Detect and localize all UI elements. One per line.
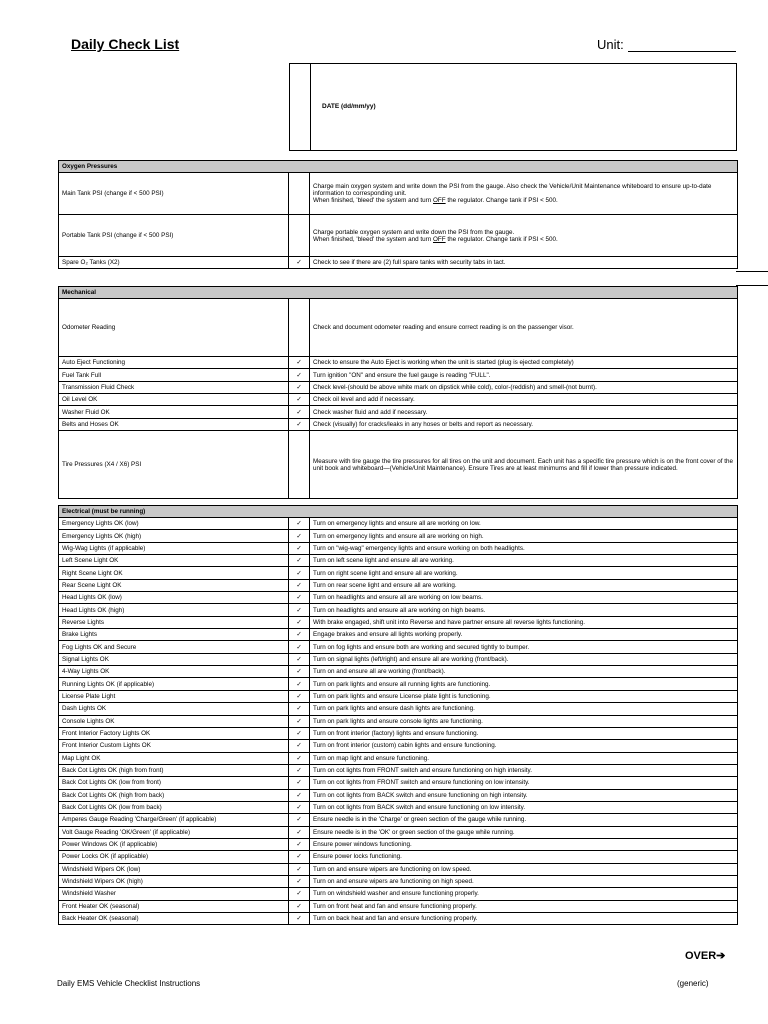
table-row [59, 789, 738, 801]
table-row [59, 518, 738, 530]
checkmark-icon[interactable]: ✓ [289, 777, 310, 789]
checkmark-icon[interactable]: ✓ [289, 666, 310, 678]
check-item: Amperes Gauge Reading 'Charge/Green' (if applicable) [59, 814, 289, 826]
checkmark-icon[interactable]: ✓ [289, 369, 310, 381]
checkmark-icon[interactable]: ✓ [289, 381, 310, 393]
unit-blank-line[interactable] [628, 39, 736, 52]
section-table [58, 160, 738, 269]
table-row [59, 727, 738, 739]
value-entry-cell[interactable] [289, 431, 310, 499]
checkmark-icon[interactable]: ✓ [289, 851, 310, 863]
checkmark-icon[interactable]: ✓ [289, 875, 310, 887]
check-item: Console Lights OK [59, 715, 289, 727]
footer-note: (generic) [677, 979, 709, 988]
check-instructions: Turn on emergency lights and ensure all are working on high. [310, 530, 738, 542]
check-instructions: Ensure needle is in the 'OK' or green section of the gauge while running. [310, 826, 738, 838]
table-row [59, 394, 738, 406]
check-item: Odometer Reading [59, 299, 289, 357]
checkmark-icon[interactable]: ✓ [289, 789, 310, 801]
checkmark-icon[interactable]: ✓ [289, 838, 310, 850]
checkmark-icon[interactable]: ✓ [289, 913, 310, 925]
check-item: Tire Pressures (X4 / X6) PSI [59, 431, 289, 499]
check-instructions: Turn on fog lights and ensure both are working and secured tightly to bumper. [310, 641, 738, 653]
check-instructions: Turn on rear scene light and ensure all are working. [310, 579, 738, 591]
check-instructions: Turn on cot lights from FRONT switch and ensure functioning on low intensity. [310, 777, 738, 789]
checkmark-icon[interactable]: ✓ [289, 715, 310, 727]
checkmark-icon[interactable]: ✓ [289, 900, 310, 912]
check-instructions: Turn on headlights and ensure all are working on high beams. [310, 604, 738, 616]
table-row [59, 863, 738, 875]
margin-line [736, 271, 768, 272]
table-row [59, 678, 738, 690]
checkmark-icon[interactable]: ✓ [289, 752, 310, 764]
check-item: Emergency Lights OK (high) [59, 530, 289, 542]
check-instructions: Engage brakes and ensure all lights working properly. [310, 629, 738, 641]
check-instructions: Turn on cot lights from BACK switch and ensure functioning on high intensity. [310, 789, 738, 801]
table-row [59, 257, 738, 269]
checkmark-icon[interactable]: ✓ [289, 629, 310, 641]
table-row [59, 381, 738, 393]
check-item: Volt Gauge Reading 'OK/Green' (if applicable) [59, 826, 289, 838]
value-entry-cell[interactable] [289, 299, 310, 357]
check-item: Front Heater OK (seasonal) [59, 900, 289, 912]
check-item: Washer Fluid OK [59, 406, 289, 418]
check-instructions: Turn on right scene light and ensure all are working. [310, 567, 738, 579]
table-row [59, 666, 738, 678]
table-row [59, 764, 738, 776]
check-instructions: Turn on back heat and fan and ensure functioning properly. [310, 913, 738, 925]
check-instructions: Check and document odometer reading and ensure correct reading is on the passenger visor. [310, 299, 738, 357]
check-instructions: Check washer fluid and add if necessary. [310, 406, 738, 418]
checkmark-icon[interactable]: ✓ [289, 604, 310, 616]
table-row [59, 369, 738, 381]
section-table [58, 505, 738, 925]
check-instructions: Turn on map light and ensure functioning. [310, 752, 738, 764]
checkmark-icon[interactable]: ✓ [289, 567, 310, 579]
check-item: Back Cot Lights OK (high from front) [59, 764, 289, 776]
table-row [59, 814, 738, 826]
check-item: Oil Level OK [59, 394, 289, 406]
check-instructions: Turn on headlights and ensure all are working on low beams. [310, 592, 738, 604]
checkmark-icon[interactable]: ✓ [289, 764, 310, 776]
section-header-label: Oxygen Pressures [59, 161, 738, 173]
checkmark-icon[interactable]: ✓ [289, 826, 310, 838]
table-row [59, 542, 738, 554]
date-box[interactable] [289, 63, 737, 151]
section-header-label: Mechanical [59, 287, 738, 299]
table-row [59, 826, 738, 838]
check-instructions: Turn on signal lights (left/right) and ensure all are working (front/back). [310, 653, 738, 665]
check-item: Head Lights OK (high) [59, 604, 289, 616]
check-instructions: Turn on park lights and ensure dash lights are functioning. [310, 703, 738, 715]
check-item: License Plate Light [59, 690, 289, 702]
check-item: Auto Eject Functioning [59, 357, 289, 369]
table-row [59, 604, 738, 616]
check-instructions: Turn on and ensure wipers are functioning on low speed. [310, 863, 738, 875]
unit-label: Unit: [597, 37, 624, 52]
check-item: Right Scene Light OK [59, 567, 289, 579]
table-row [59, 431, 738, 499]
table-row [59, 616, 738, 628]
check-item: Back Heater OK (seasonal) [59, 913, 289, 925]
table-row [59, 740, 738, 752]
table-row [59, 777, 738, 789]
table-row [59, 406, 738, 418]
check-instructions: Turn on front heat and fan and ensure functioning properly. [310, 900, 738, 912]
check-instructions: Turn on left scene light and ensure all are working. [310, 555, 738, 567]
over-indicator: OVER➔ [685, 950, 726, 962]
section-header [59, 287, 738, 299]
check-item: Signal Lights OK [59, 653, 289, 665]
check-instructions: Turn on and ensure all are working (front/back). [310, 666, 738, 678]
table-row [59, 838, 738, 850]
checkmark-icon[interactable]: ✓ [289, 406, 310, 418]
check-instructions: With brake engaged, shift unit into Reverse and have partner ensure all reverse lights functioning. [310, 616, 738, 628]
checkmark-icon[interactable]: ✓ [289, 801, 310, 813]
check-instructions: Measure with tire gauge the tire pressures for all tires on the unit and document. Each unit has a specific tire pressure which is on the front cover of the unit book and whiteboard—(Vehicle/Unit Maintenance). Ensure Tires are at least minimums and fill if lower than pressure indicated. [310, 431, 738, 499]
check-item: Back Cot Lights OK (low from front) [59, 777, 289, 789]
checkmark-icon[interactable]: ✓ [289, 641, 310, 653]
check-instructions: Check level-(should be above white mark on dipstick while cold), color-(reddish) and smell-(not burnt). [310, 381, 738, 393]
check-instructions: Turn on park lights and ensure License plate light is functioning. [310, 690, 738, 702]
check-instructions: Turn on and ensure wipers are functioning on high speed. [310, 875, 738, 887]
table-row [59, 173, 738, 215]
table-row [59, 299, 738, 357]
check-instructions: Turn on front interior (factory) lights and ensure functioning. [310, 727, 738, 739]
check-item: Dash Lights OK [59, 703, 289, 715]
table-row [59, 888, 738, 900]
table-row [59, 900, 738, 912]
value-entry-cell[interactable] [289, 173, 310, 215]
table-row [59, 418, 738, 430]
section-table [58, 286, 738, 499]
table-row [59, 579, 738, 591]
check-item: Fog Lights OK and Secure [59, 641, 289, 653]
check-item: Portable Tank PSI (change if < 500 PSI) [59, 215, 289, 257]
check-item: Wig-Wag Lights (if applicable) [59, 542, 289, 554]
check-item: Transmission Fluid Check [59, 381, 289, 393]
check-instructions: Check (visually) for cracks/leaks in any hoses or belts and report as necessary. [310, 418, 738, 430]
check-item: Belts and Hoses OK [59, 418, 289, 430]
date-box-divider [310, 64, 311, 150]
page-title: Daily Check List [71, 36, 180, 52]
check-item: Back Cot Lights OK (high from back) [59, 789, 289, 801]
checkmark-icon[interactable]: ✓ [289, 814, 310, 826]
checkmark-icon[interactable]: ✓ [289, 555, 310, 567]
checkmark-icon[interactable]: ✓ [289, 740, 310, 752]
check-item: Emergency Lights OK (low) [59, 518, 289, 530]
table-row [59, 752, 738, 764]
checkmark-icon[interactable]: ✓ [289, 394, 310, 406]
check-item: Left Scene Light OK [59, 555, 289, 567]
check-item: Front Interior Factory Lights OK [59, 727, 289, 739]
check-instructions: Turn on windshield washer and ensure functioning properly. [310, 888, 738, 900]
table-row [59, 851, 738, 863]
check-instructions: Check to ensure the Auto Eject is working when the unit is started (plug is ejected completely) [310, 357, 738, 369]
check-item: Power Locks OK (if applicable) [59, 851, 289, 863]
check-item: 4-Way Lights OK [59, 666, 289, 678]
checkmark-icon[interactable]: ✓ [289, 518, 310, 530]
emphasis-off: OFF [433, 235, 446, 243]
check-instructions: Turn on "wig-wag" emergency lights and ensure working on both headlights. [310, 542, 738, 554]
check-item: Windshield Wipers OK (high) [59, 875, 289, 887]
check-instructions: Charge portable oxygen system and write down the PSI from the gauge. When finished, 'bleed' the system and turn OFF the regulator. Change tank if PSI < 500. [310, 215, 738, 257]
check-item: Reverse Lights [59, 616, 289, 628]
checkmark-icon[interactable]: ✓ [289, 257, 310, 269]
table-row [59, 592, 738, 604]
value-entry-cell[interactable] [289, 215, 310, 257]
check-item: Front Interior Custom Lights OK [59, 740, 289, 752]
check-item: Power Windows OK (if applicable) [59, 838, 289, 850]
check-item: Running Lights OK (if applicable) [59, 678, 289, 690]
check-item: Map Light OK [59, 752, 289, 764]
check-instructions: Turn on park lights and ensure all running lights are functioning. [310, 678, 738, 690]
checkmark-icon[interactable]: ✓ [289, 530, 310, 542]
check-item: Fuel Tank Full [59, 369, 289, 381]
section-header [59, 506, 738, 518]
checkmark-icon[interactable]: ✓ [289, 616, 310, 628]
checkmark-icon[interactable]: ✓ [289, 703, 310, 715]
checkmark-icon[interactable]: ✓ [289, 690, 310, 702]
table-row [59, 801, 738, 813]
check-instructions: Ensure needle is in the 'Charge' or green section of the gauge while running. [310, 814, 738, 826]
checkmark-icon[interactable]: ✓ [289, 592, 310, 604]
check-instructions: Ensure power windows functioning. [310, 838, 738, 850]
check-instructions: Turn on emergency lights and ensure all are working on low. [310, 518, 738, 530]
check-instructions: Check to see if there are (2) full spare tanks with security tabs in tact. [310, 257, 738, 269]
check-item: Brake Lights [59, 629, 289, 641]
table-row [59, 875, 738, 887]
table-row [59, 690, 738, 702]
checkmark-icon[interactable]: ✓ [289, 888, 310, 900]
table-row [59, 703, 738, 715]
footer-title: Daily EMS Vehicle Checklist Instructions [57, 979, 201, 988]
section-header [59, 161, 738, 173]
checkmark-icon[interactable]: ✓ [289, 357, 310, 369]
check-instructions: Charge main oxygen system and write down the PSI from the gauge. Also check the Vehicle/Unit Maintenance whiteboard to ensure up-to-date information to corresponding unit. When finished, 'bleed' the system and turn OFF the regulator. Change tank if PSI < 500. [310, 173, 738, 215]
table-row [59, 215, 738, 257]
checkmark-icon[interactable]: ✓ [289, 542, 310, 554]
check-item: Rear Scene Light OK [59, 579, 289, 591]
checkmark-icon[interactable]: ✓ [289, 863, 310, 875]
table-row [59, 567, 738, 579]
check-item: Windshield Wipers OK (low) [59, 863, 289, 875]
checkmark-icon[interactable]: ✓ [289, 653, 310, 665]
checkmark-icon[interactable]: ✓ [289, 418, 310, 430]
table-row [59, 913, 738, 925]
check-instructions: Ensure power locks functioning. [310, 851, 738, 863]
check-instructions: Turn on cot lights from FRONT switch and ensure functioning on high intensity. [310, 764, 738, 776]
check-instructions: Turn on front interior (custom) cabin lights and ensure functioning. [310, 740, 738, 752]
table-row [59, 629, 738, 641]
margin-line [736, 285, 768, 286]
table-row [59, 530, 738, 542]
date-label: DATE (dd/mm/yy) [322, 103, 376, 110]
check-item: Main Tank PSI (change if < 500 PSI) [59, 173, 289, 215]
table-row [59, 715, 738, 727]
unit-field[interactable] [597, 37, 736, 52]
check-item: Back Cot Lights OK (low from back) [59, 801, 289, 813]
check-instructions: Turn on park lights and ensure console lights are functioning. [310, 715, 738, 727]
checkmark-icon[interactable]: ✓ [289, 579, 310, 591]
table-row [59, 653, 738, 665]
check-item: Windshield Washer [59, 888, 289, 900]
checkmark-icon[interactable]: ✓ [289, 727, 310, 739]
table-row [59, 641, 738, 653]
check-instructions: Turn ignition "ON" and ensure the fuel gauge is reading "FULL". [310, 369, 738, 381]
table-row [59, 357, 738, 369]
check-instructions: Turn on cot lights from BACK switch and ensure functioning on low intensity. [310, 801, 738, 813]
emphasis-off: OFF [433, 197, 446, 204]
check-item: Head Lights OK (low) [59, 592, 289, 604]
checkmark-icon[interactable]: ✓ [289, 678, 310, 690]
table-row [59, 555, 738, 567]
check-item: Spare O₂ Tanks (X2) [59, 257, 289, 269]
check-instructions: Check oil level and add if necessary. [310, 394, 738, 406]
section-header-label: Electrical (must be running) [59, 506, 738, 518]
